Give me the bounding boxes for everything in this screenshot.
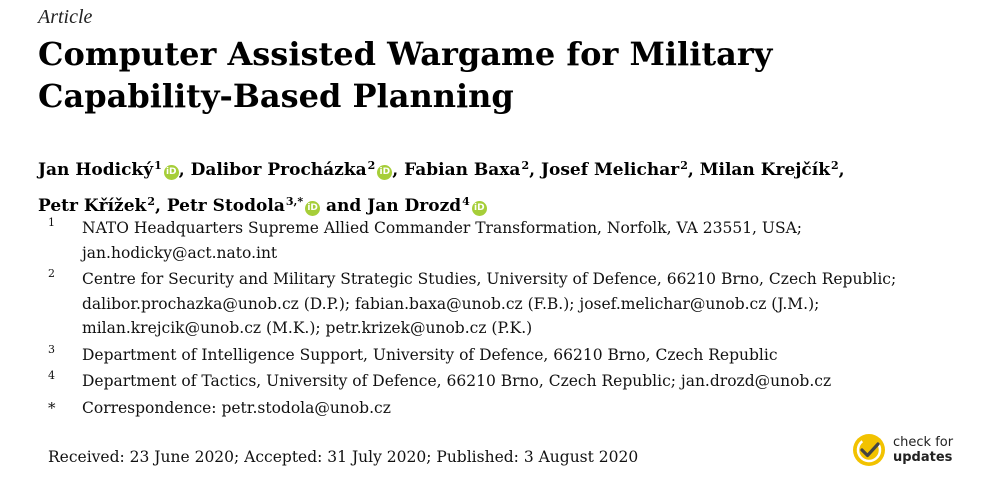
orcid-icon[interactable]: iD xyxy=(305,201,320,216)
orcid-icon[interactable]: iD xyxy=(377,165,392,180)
correspondence xyxy=(48,396,948,421)
author-affiliation-mark: 2 xyxy=(521,159,530,172)
author-line-1 xyxy=(38,150,978,186)
publication-dates: Received: 23 June 2020; Accepted: 31 July 2020; Published: 3 August 2020 xyxy=(48,448,639,466)
check-updates-line2: updates xyxy=(893,450,953,465)
author-affiliation-mark: 2 xyxy=(367,159,376,172)
affiliation-4 xyxy=(48,369,948,394)
author-affiliation-mark: 2 xyxy=(147,195,155,208)
author-name[interactable]: Josef Melichar xyxy=(540,160,680,180)
affiliation-text: Centre for Security and Military Strategic Studies, University of Defence, 66210 Brno, Czech Republic; xyxy=(82,270,897,288)
affiliation-text: Department of Tactics, University of Defence, 66210 Brno, Czech Republic; jan.drozd@unob.cz xyxy=(82,372,832,390)
affiliation-1 xyxy=(48,216,948,265)
affiliations xyxy=(48,216,948,422)
title-line-2: Capability-Based Planning xyxy=(38,77,514,115)
affiliation-text: NATO Headquarters Supreme Allied Commander Transformation, Norfolk, VA 23551, USA; xyxy=(82,219,803,237)
affiliation-mark: 2 xyxy=(48,267,55,280)
affiliation-mark: 3 xyxy=(48,342,55,356)
author-separator: , xyxy=(529,160,541,180)
correspondence-mark: * xyxy=(48,398,56,417)
author-name[interactable]: Fabian Baxa xyxy=(404,160,521,180)
orcid-icon[interactable]: iD xyxy=(164,165,179,180)
correspondence-text: Correspondence: petr.stodola@unob.cz xyxy=(82,398,391,417)
author-affiliation-mark: 4 xyxy=(462,195,470,208)
author-name[interactable]: Jan Drozd xyxy=(367,196,462,216)
title-line-1: Computer Assisted Wargame for Military xyxy=(38,35,773,73)
author-affiliation-mark: 2 xyxy=(831,159,839,172)
author-name[interactable]: Petr Křížek xyxy=(38,196,147,216)
author-list xyxy=(38,150,978,222)
orcid-icon[interactable]: iD xyxy=(472,201,487,216)
author-affiliation-mark: 3,* xyxy=(285,195,304,208)
article-type: Article xyxy=(38,6,93,28)
author-separator: , xyxy=(154,196,167,216)
affiliation-emails[interactable]: dalibor.prochazka@unob.cz (D.P.); fabian.baxa@unob.cz (F.B.); josef.melichar@unob.cz (J.M.); xyxy=(82,294,820,313)
affiliation-emails[interactable]: milan.krejcik@unob.cz (M.K.); petr.krizek@unob.cz (P.K.) xyxy=(82,319,533,337)
affiliation-2 xyxy=(48,267,948,341)
author-affiliation-mark: 1 xyxy=(154,159,162,172)
author-separator: , xyxy=(392,160,405,180)
author-affiliation-mark: 2 xyxy=(680,159,688,172)
affiliation-mark: 1 xyxy=(48,216,55,229)
check-updates-icon xyxy=(851,432,887,468)
affiliation-3 xyxy=(48,343,948,368)
author-separator: , xyxy=(178,160,191,180)
affiliation-email[interactable]: jan.hodicky@act.nato.int xyxy=(82,243,278,262)
author-separator: and xyxy=(320,196,368,216)
check-updates-line1: check for xyxy=(893,435,954,450)
affiliation-mark: 4 xyxy=(48,369,55,382)
author-name[interactable]: Dalibor Procházka xyxy=(190,160,367,180)
page-title xyxy=(38,33,958,117)
author-name[interactable]: Milan Krejčík xyxy=(699,160,831,180)
author-separator: , xyxy=(838,160,845,180)
author-separator: , xyxy=(687,160,700,180)
check-updates-label xyxy=(893,435,953,465)
check-for-updates-badge[interactable] xyxy=(851,432,953,468)
author-name[interactable]: Petr Stodola xyxy=(166,196,285,216)
affiliation-text: Department of Intelligence Support, University of Defence, 66210 Brno, Czech Republic xyxy=(82,345,778,364)
author-name[interactable]: Jan Hodický xyxy=(38,160,154,180)
